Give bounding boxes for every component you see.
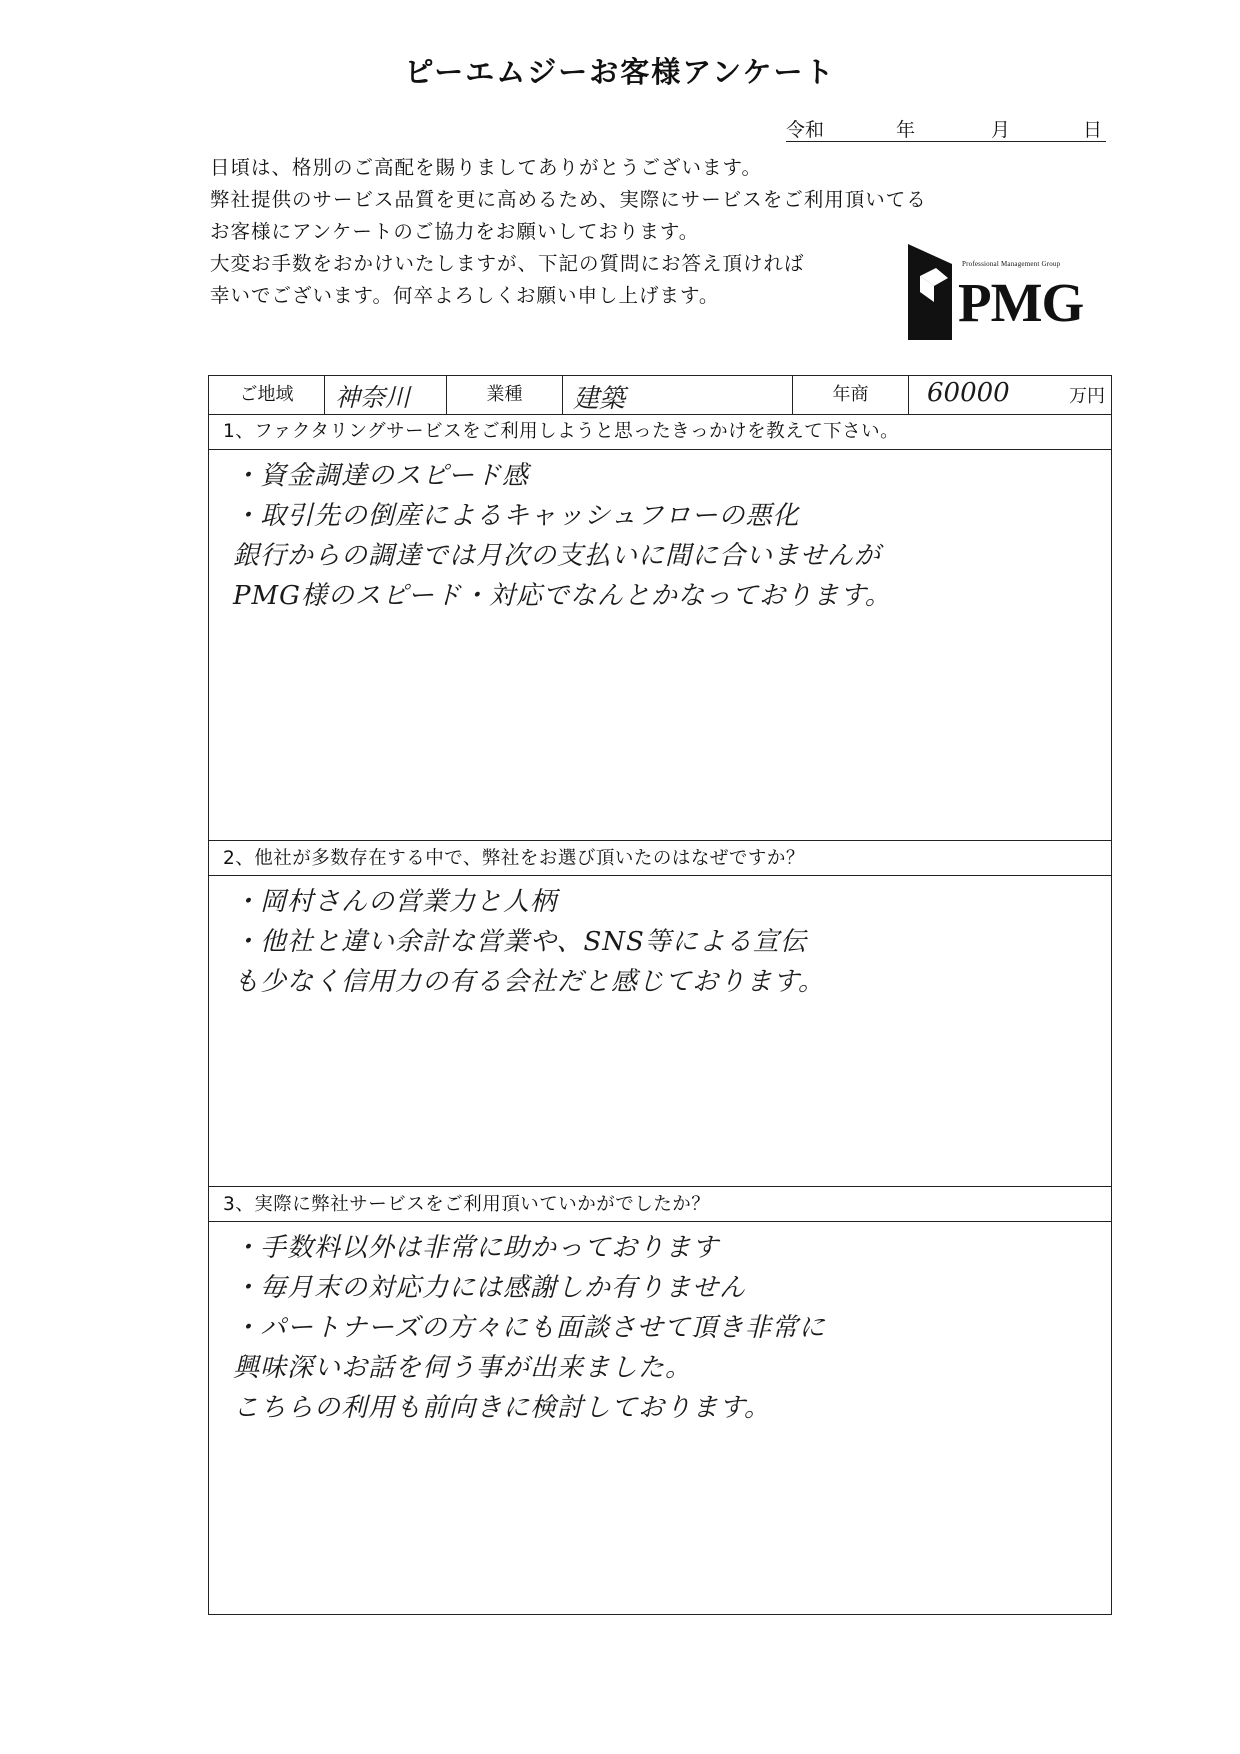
answer-line: ・手数料以外は非常に助かっております xyxy=(233,1233,720,1263)
logo-wordmark: PMG xyxy=(958,272,1084,333)
pmg-logo xyxy=(904,242,1094,342)
survey-title: ピーエムジーお客様アンケート xyxy=(404,55,836,89)
date-month-label: 月 xyxy=(991,119,1011,141)
intro-line: 弊社提供のサービス品質を更に高めるため、実際にサービスをご利用頂いてる xyxy=(210,188,927,211)
answer-line: 銀行からの調達では月次の支払いに間に合いませんが xyxy=(233,541,882,571)
intro-line: 大変お手数をおかけいたしますが、下記の質問にお答え頂ければ xyxy=(210,252,805,275)
date-field xyxy=(786,113,1106,142)
logo-subtitle: Professional Management Group xyxy=(962,260,1061,268)
pmg-logo-mark-icon xyxy=(904,242,956,342)
answer-line: ・岡村さんの営業力と人柄 xyxy=(233,887,558,917)
answer-line: ・パートナーズの方々にも面談させて頂き非常に xyxy=(233,1313,826,1343)
date-year-label: 年 xyxy=(896,119,916,141)
date-era: 令和 xyxy=(786,119,825,141)
industry-value: 建築 xyxy=(573,384,626,414)
survey-form xyxy=(208,375,1112,1615)
region-field[interactable] xyxy=(325,376,447,414)
answer-line: 興味深いお話を伺う事が出来ました。 xyxy=(233,1353,693,1383)
intro-line: 日頃は、格別のご高配を賜りましてありがとうございます。 xyxy=(210,156,762,179)
date-day-label: 日 xyxy=(1083,119,1103,141)
revenue-label: 年商 xyxy=(793,376,909,414)
intro-line: 幸いでございます。何卒よろしくお願い申し上げます。 xyxy=(210,284,720,307)
question-3-label: 3、実際に弊社サービスをご利用頂いていかがでしたか？ xyxy=(209,1186,1111,1222)
header-row xyxy=(209,376,1111,415)
answer-line: ・毎月末の対応力には感謝しか有りません xyxy=(233,1273,747,1303)
industry-label: 業種 xyxy=(447,376,563,414)
question-2-answer[interactable] xyxy=(233,882,1093,1002)
question-3-answer[interactable] xyxy=(233,1228,1093,1428)
region-value: 神奈川 xyxy=(335,383,411,412)
question-1-label: 1、ファクタリングサービスをご利用しようと思ったきっかけを教えて下さい。 xyxy=(209,414,1111,450)
answer-line: ・資金調達のスピード感 xyxy=(233,461,529,491)
question-1-answer[interactable] xyxy=(233,456,1093,616)
revenue-field[interactable] xyxy=(909,376,1113,414)
revenue-unit: 万円 xyxy=(1069,386,1105,407)
intro-line: お客様にアンケートのご協力をお願いしております。 xyxy=(210,220,700,243)
answer-line: ・取引先の倒産によるキャッシュフローの悪化 xyxy=(233,501,800,531)
answer-line: こちらの利用も前向きに検討しております。 xyxy=(233,1393,771,1423)
answer-line: PMG様のスピード・対応でなんとかなっております。 xyxy=(233,581,892,611)
industry-field[interactable] xyxy=(563,376,793,414)
revenue-value: 60000 xyxy=(927,378,1010,408)
region-label: ご地域 xyxy=(209,376,325,414)
question-2-label: 2、他社が多数存在する中で、弊社をお選び頂いたのはなぜですか？ xyxy=(209,840,1111,876)
answer-line: ・他社と違い余計な営業や、SNS等による宣伝 xyxy=(233,927,807,957)
answer-line: も少なく信用力の有る会社だと感じております。 xyxy=(233,967,825,997)
